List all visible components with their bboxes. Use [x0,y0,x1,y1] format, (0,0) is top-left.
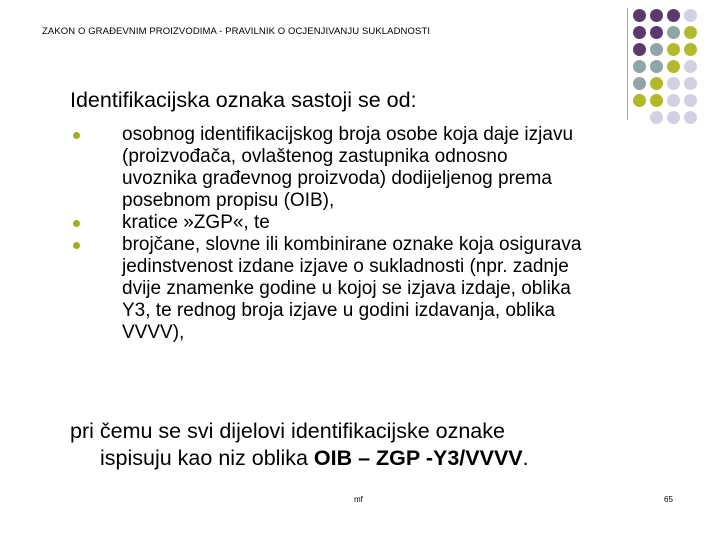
bullet-line: kratice »ZGP«, te [122,212,270,233]
bullet-item [72,212,692,234]
decorative-dot [633,9,646,22]
bullet-line: jedinstvenost izdane izjave o sukladnosti (npr. zadnje [122,256,569,277]
header-title: ZAKON O GRAĐEVNIM PROIZVODIMA - PRAVILNIK O OCJENJIVANJU SUKLADNOSTI [42,26,431,37]
decorative-dot [633,43,646,56]
page-number: 65 [664,495,673,504]
decorative-dot [633,94,646,107]
decorative-dot [650,94,663,107]
decorative-dot [684,94,697,107]
decorative-dot [684,43,697,56]
decorative-dot [684,9,697,22]
decorative-dot [650,9,663,22]
decorative-dot [684,26,697,39]
decorative-dot [684,77,697,90]
bullet-dot-icon [73,132,80,139]
bullet-list [72,124,692,344]
decorative-dot [650,26,663,39]
closing-paragraph [70,418,670,472]
intro-heading: Identifikacijska oznaka sastoji se od: [70,88,417,112]
bullet-line: Y3, te rednog broja izjave u godini izdavanja, oblika [122,300,556,321]
decorative-dot [650,60,663,73]
decorative-dot [633,60,646,73]
bullet-line: brojčane, slovne ili kombinirane oznake koja osigurava [122,234,582,255]
header-divider [627,8,628,120]
bullet-item [72,124,692,212]
decorative-dot [684,111,697,124]
bullet-item [72,234,692,344]
decorative-dot [667,77,680,90]
format-pattern: OIB – ZGP -Y3/VVVV [313,446,523,470]
bullet-line: posebnom propisu (OIB), [122,190,335,211]
decorative-dot [667,43,680,56]
decorative-dot [667,26,680,39]
decorative-dot [633,26,646,39]
decorative-dot [650,111,663,124]
decorative-dot [633,77,646,90]
bullet-dot-icon [73,220,80,227]
closing-line-2 [70,445,670,472]
decorative-dot [667,94,680,107]
decorative-dot [667,111,680,124]
closing-suffix: . [522,446,529,470]
bullet-line: uvoznika građevnog proizvoda) dodijeljenog prema [122,168,552,189]
decorative-dot [650,43,663,56]
closing-line-1: pri čemu se svi dijelovi identifikacijske oznake [70,419,505,443]
bullet-line: dvije znamenke godine u kojoj se izjava izdaje, oblika [122,278,571,299]
bullet-dot-icon [73,242,80,249]
decorative-dot [684,60,697,73]
decorative-dot [667,9,680,22]
bullet-line: osobnog identifikacijskog broja osobe koja daje izjavu [122,124,574,145]
bullet-line: VVVV), [122,322,185,343]
closing-prefix: ispisuju kao niz oblika [100,446,314,470]
footer-author: mf [354,495,363,504]
decorative-dot [650,77,663,90]
decorative-dot [667,60,680,73]
bullet-line: (proizvođača, ovlaštenog zastupnika odnosno [122,146,508,167]
